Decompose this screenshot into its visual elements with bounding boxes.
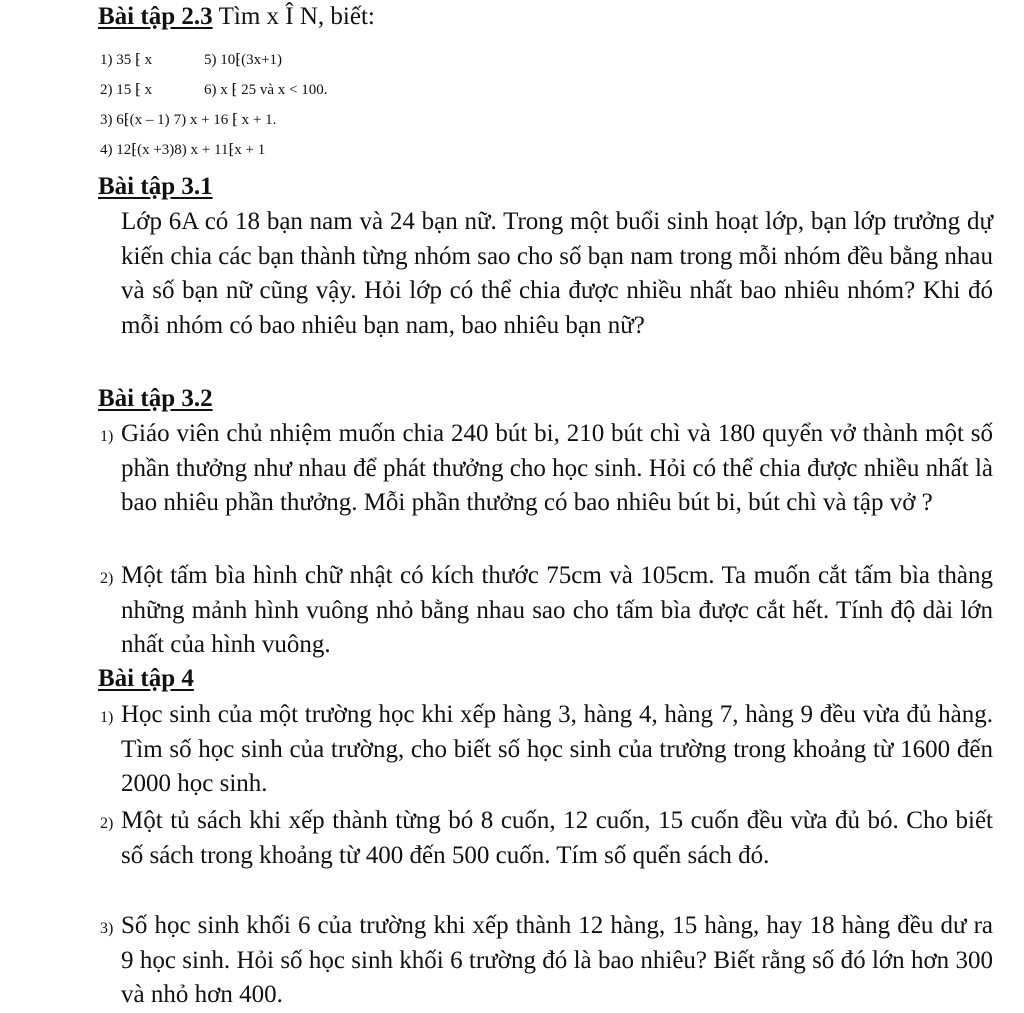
exercise-4-item <box>100 804 993 873</box>
exercise-4-item <box>100 909 993 1013</box>
item-text: Một tấm bìa hình chữ nhật có kích thước 75cm và 105cm. Ta muốn cắt tấm bìa thàng những mảnh hình vuông nhỏ bằng nhau sao cho tấm bìa được cắt hết. Tính độ dài lớn nhất của hình vuông. <box>121 562 993 658</box>
exercise-3-2-title: Bài tập 3.2 <box>98 385 213 412</box>
item-number: 2) <box>100 570 114 587</box>
item-text: Số học sinh khối 6 của trường khi xếp thành 12 hàng, 15 hàng, hay 18 hàng đều dư ra 9 học sinh. Hỏi số học sinh khối 6 trường đó là bao nhiêu? Biết rằng số đó lớn hơn 300 và nhỏ hơn 400. <box>121 912 993 1008</box>
exercise-3-2-item <box>100 417 993 521</box>
sub-item: 8) x + 11⁅x + 1 <box>174 142 266 158</box>
sub-item: 4) 12⁅(x +3) <box>100 142 175 158</box>
sub-item: 2) 15 ⁅ x <box>100 82 153 98</box>
exercise-2-3-subtitle: Tìm x Î N, biết: <box>218 3 375 30</box>
exercise-2-3-title: Bài tập 2.3 <box>98 3 213 30</box>
item-number: 1) <box>100 428 114 445</box>
sub-item: 3) 6⁅(x – 1) <box>100 112 170 128</box>
item-number: 1) <box>100 709 114 726</box>
sub-item: 6) x ⁅ 25 và x < 100. <box>204 82 328 98</box>
exercise-2-3-row <box>100 110 276 130</box>
sub-item: 7) x + 16 ⁅ x + 1. <box>173 112 277 128</box>
exercise-2-3-heading <box>98 2 375 32</box>
item-number: 2) <box>100 815 114 832</box>
exercise-4-title: Bài tập 4 <box>98 665 194 692</box>
exercise-2-3-row <box>100 80 327 100</box>
sub-item: 5) 10⁅(3x+1) <box>204 52 283 68</box>
item-text: Một tủ sách khi xếp thành từng bó 8 cuốn, 12 cuốn, 15 cuốn đều vừa đủ bó. Cho biết số sách trong khoảng từ 400 đến 500 cuốn. Tím số quển sách đó. <box>121 807 993 869</box>
item-text: Giáo viên chủ nhiệm muốn chia 240 bút bi, 210 bút chì và 180 quyển vở thành một số phần thưởng như nhau để phát thưởng cho học sinh. Hỏi có thể chia được nhiều nhất là bao nhiêu phần thưởng. Mỗi phần thưởng có bao nhiêu bút bi, bút chì và tập vở ? <box>121 420 993 516</box>
exercise-2-3-row <box>100 140 265 160</box>
exercise-3-2-item <box>100 559 993 663</box>
exercise-3-1-title: Bài tập 3.1 <box>98 173 213 200</box>
item-number: 3) <box>100 920 114 937</box>
sub-item: 1) 35 ⁅ x <box>100 52 153 68</box>
exercise-2-3-row <box>100 50 282 70</box>
exercise-4-item <box>100 698 993 802</box>
exercise-3-1-text: Lớp 6A có 18 bạn nam và 24 bạn nữ. Trong một buổi sinh hoạt lớp, bạn lớp trưởng dự kiến chia các bạn thành từng nhóm sao cho số bạn nam trong mỗi nhóm đều bằng nhau và số bạn nữ cũng vậy. Hỏi lớp có thể chia được nhiều nhất bao nhiêu nhóm? Khi đó mỗi nhóm có bao nhiêu bạn nam, bao nhiêu bạn nữ? <box>121 208 993 339</box>
item-text: Học sinh của một trường học khi xếp hàng 3, hàng 4, hàng 7, hàng 9 đều vừa đủ hàng. Tìm số học sinh của trường, cho biết số học sinh của trường trong khoảng từ 1600 đến 2000 học sinh. <box>121 701 993 797</box>
